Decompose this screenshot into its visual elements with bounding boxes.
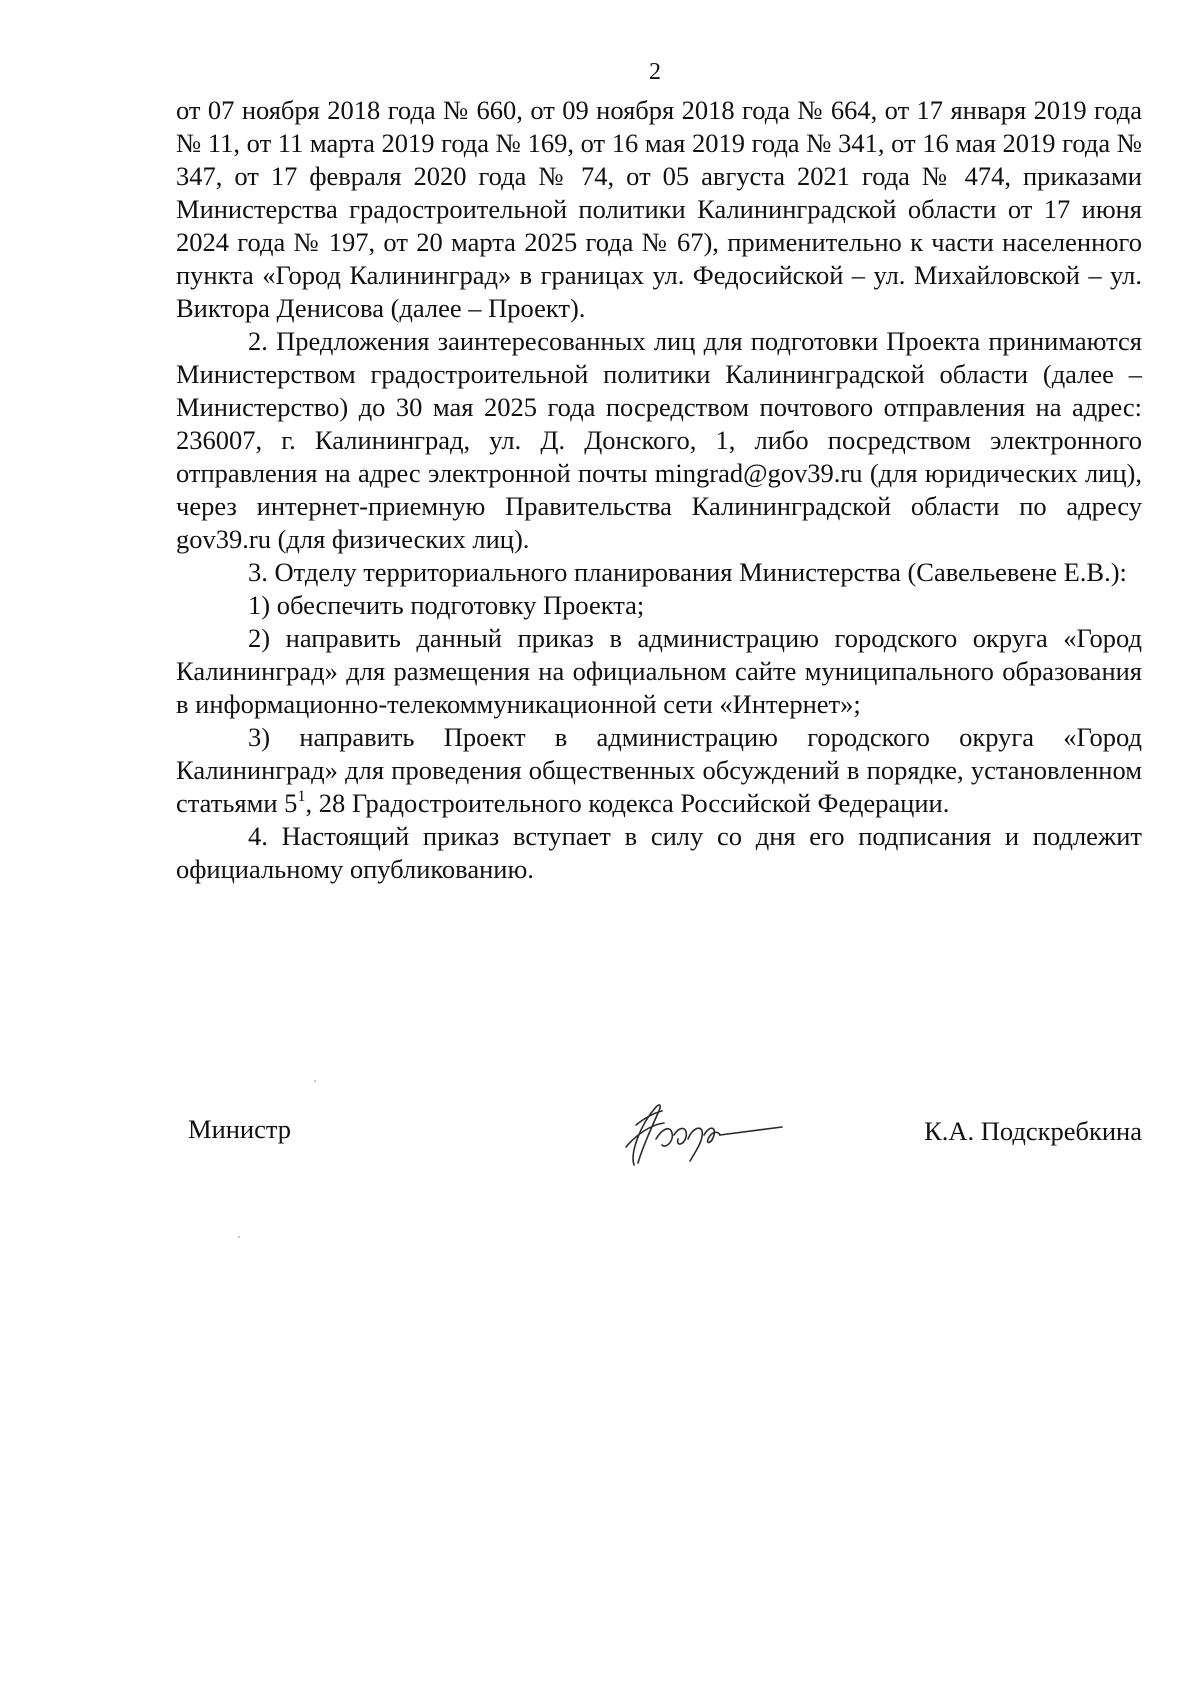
scan-speck: [238, 1236, 240, 1238]
article-superscript: 1: [297, 788, 306, 805]
paragraph-3-item-1: 1) обеспечить подготовку Проекта;: [248, 590, 645, 620]
signature-block: [176, 1095, 1142, 1175]
paragraph-3-item-3-tail: , 28 Градостроительного кодекса Российской Федерации.: [305, 788, 950, 818]
paragraph-3-item-3: [176, 721, 1142, 820]
scan-speck: [314, 1080, 316, 1082]
paragraph-4-effective: 4. Настоящий приказ вступает в силу со дня его подписания и подлежит официальному опубликованию.: [176, 821, 1142, 884]
page-number: 2: [649, 59, 661, 85]
paragraph-3-item-3-text: 3) направить Проект в администрацию городского округа «Город Калининград» для проведения общественных обсуждений в порядке, установленном статьями 5: [176, 722, 1142, 818]
document-body: [176, 94, 1142, 886]
signatory-name: К.А. Подскребкина: [924, 1116, 1142, 1146]
paragraph-3-department: 3. Отделу территориального планирования Министерства (Савельевене Е.В.):: [248, 557, 1127, 587]
handwritten-signature: [616, 1095, 786, 1171]
paragraph-continuation: от 07 ноября 2018 года № 660, от 09 ноября 2018 года № 664, от 17 января 2019 года № 11, от 11 марта 2019 года № 169, от 16 мая 2019 года № 341, от 16 мая 2019 года № 347, от 17 февраля 2020 года № 74, от 05 августа 2021 года № 474, приказами Министерства градостроительной политики Калининградской области от 17 июня 2024 года № 197, от 20 марта 2025 года № 67), применительно к части населенного пункта «Город Калининград» в границах ул. Федосийской – ул. Михайловской – ул. Виктора Денисова (далее – Проект).: [176, 95, 1142, 323]
paragraph-2-proposals: 2. Предложения заинтересованных лиц для подготовки Проекта принимаются Министерством градостроительной политики Калининградской области (далее – Министерство) до 30 мая 2025 года посредством почтового отправления на адрес: 236007, г. Калининград, ул. Д. Донского, 1, либо посредством электронного отправления на адрес электронной почты mingrad@gov39.ru (для юридических лиц), через интернет-приемную Правительства Калининградской области по адресу gov39.ru (для физических лиц).: [176, 326, 1142, 554]
signatory-title: Министр: [188, 1114, 292, 1144]
paragraph-3-item-2: 2) направить данный приказ в администрацию городского округа «Город Калининград» для размещения на официальном сайте муниципального образования в информационно-телекоммуникационной сети «Интернет»;: [176, 623, 1142, 719]
